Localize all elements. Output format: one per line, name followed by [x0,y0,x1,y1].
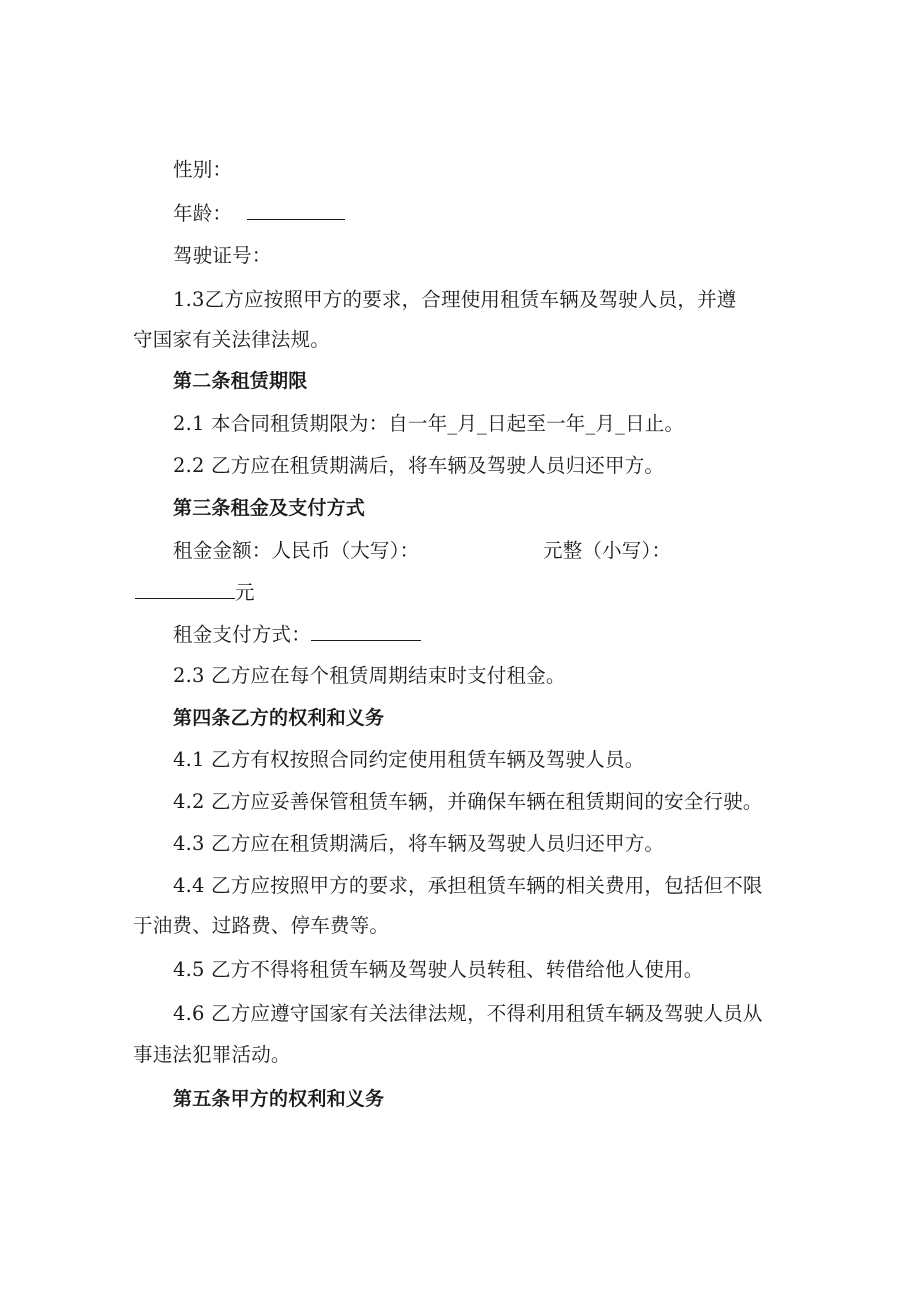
article-2-heading: 第二条租赁期限 [173,370,308,392]
clause-4-1: 4.1 乙方有权按照合同约定使用租赁车辆及驾驶人员。 [173,748,645,771]
clause-4-4-line-2: 于油费、过路费、停车费等。 [133,914,390,937]
clause-2-3: 2.3 乙方应在每个租赁周期结束时支付租金。 [173,664,566,687]
payment-method-label: 租金支付方式： [173,623,311,646]
clause-4-5: 4.5 乙方不得将租赁车辆及驾驶人员转租、转借给他人使用。 [173,958,704,981]
clause-4-6-line-2: 事违法犯罪活动。 [133,1043,291,1066]
rent-amount-label: 租金金额：人民币（大写）： [173,539,420,562]
gender-line: 性别： [173,158,233,181]
clause-4-4-line-1: 4.4 乙方应按照甲方的要求，承担租赁车辆的相关费用，包括但不限 [173,874,763,897]
article-3-heading: 第三条租金及支付方式 [173,497,366,519]
age-blank [247,201,345,220]
article-5-heading: 第五条甲方的权利和义务 [173,1088,385,1110]
yuan-label: 元 [235,581,255,604]
payment-method-blank [311,622,421,641]
payment-method-line [173,622,421,647]
rent-small-blank [135,580,235,599]
age-line [173,201,345,226]
clause-2-1: 2.1 本合同租赁期限为：自一年_月_日起至一年_月_日止。 [173,412,685,435]
clause-4-3: 4.3 乙方应在租赁期满后，将车辆及驾驶人员归还甲方。 [173,832,665,855]
clause-1-3-line-2: 守国家有关法律法规。 [133,328,331,351]
article-4-heading: 第四条乙方的权利和义务 [173,707,385,729]
license-number-line: 驾驶证号： [173,244,272,267]
rent-amount-small-label: 元整（小写）： [543,539,672,562]
clause-4-6-line-1: 4.6 乙方应遵守国家有关法律法规，不得利用租赁车辆及驾驶人员从 [173,1002,763,1025]
clause-1-3-line-1: 1.3乙方应按照甲方的要求，合理使用租赁车辆及驾驶人员，并遵 [173,288,737,311]
clause-4-2: 4.2 乙方应妥善保管租赁车辆，并确保车辆在租赁期间的安全行驶。 [173,790,763,813]
clause-2-2: 2.2 乙方应在租赁期满后，将车辆及驾驶人员归还甲方。 [173,454,665,477]
rent-small-amount-line [135,580,255,605]
age-label: 年龄： [173,202,233,225]
